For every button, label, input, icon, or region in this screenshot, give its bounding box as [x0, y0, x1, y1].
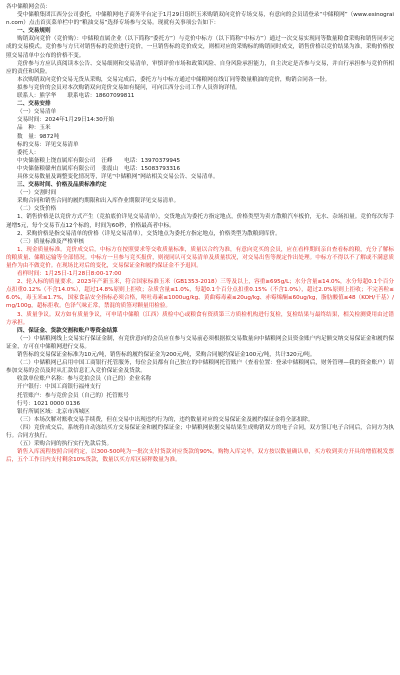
- section-4-title: 四、保证金、货款交割和账户等资金结算: [17, 327, 118, 334]
- client-tel: 电话：13970379945: [124, 157, 181, 164]
- greeting: 各中储粮网会员：: [6, 4, 51, 10]
- quality-requirements: 2、轮入标的质量要求。2023年产新玉米，符合国家标准玉米（GB1353-2018）三等及以上，容重≥695g/L；水分含量≤14.0%，水分每超0.1个百分点扣重0.12%（不含14.0%），超过14.8%原则上拒收；杂质含量≤1.0%，每超0.1个百分点扣重0.15%（不含1.0%），超过2.0%原则上拒收；不完善粒≤6.0%，毒玉米≤1.7%，国家食品安全指标必须合格，呕吐毒素≤1000ug/kg、黄曲霉毒素≤20ug/kg、赤霉烯酮≤60ug/kg，脂肪酸值≤48（KOH/干基）/mg/100g，超标拒收。色泽气味正常，禁混的质签对颗量用检验。: [6, 279, 394, 310]
- s3-paragraph-3: 2、采购价格是指交易清单的价格（详见交易清单），交货地点为委托方指定地点，价格类型为散粮到库价。: [17, 230, 281, 237]
- s2-paragraph-2: 具体交易数量及调整变化情况等，详见“中储粮网”网站相关交易公告、交易清单。: [17, 173, 219, 180]
- viewing-time: 看样时间：1月25日-1月28日8:00-17:00: [17, 271, 122, 278]
- trade-time: 交易时间：2024年1月29日14:30开始: [17, 117, 114, 124]
- s4-paragraph-7: 销售入库流程按照合同约定，以300-500吨为一批次支付货款对应货款的90%，购物入库完毕，双方按以数量确认单，买方收到卖方开具的增值税发票后，五个工作日内支付剩余10%货款，数量以买方库区磅秤数量为准。: [6, 449, 394, 464]
- s3-heading-3: （三）质量标准及严格审核: [17, 238, 85, 245]
- s3-paragraph-4: 1、现金质量标准。竞价成交后，中标方在按照要求等交收质量标准，质量以合约为准，有意向竞买的会员，应在看样期间亲自查看标的粮，充分了解标的粮质量、储粮运输等全部情况。中标方一旦参与竞买报价，则视同认可交易清单及质量状况，对交易出售等规定作出处理。中标方不得以不了解或不满意质量作为由不做竞价。在现场比对后的变化，交易保证金和履约保证金不予退回。: [6, 246, 394, 269]
- s4-paragraph-3: （二）中储粮网已启用中国工商银行托管服务，每位会员都有自己独立的中储粮网托管账户（查看位置：登录中储粮网后，财务管理—我的资金账户）请参加交易的会员及时从汇款信息汇入竞价保证金及货款。: [6, 360, 394, 375]
- trade-list: 标的交易：详见交易清单: [17, 141, 79, 148]
- s3-paragraph-1: 采购合同和销售合同的履约期限和出入库作业期限详见交易清单。: [17, 198, 180, 205]
- client-table: [17, 157, 186, 173]
- s4-paragraph-4: 收款单位账户名称：参与竞拍会员（自己的）企业名称: [17, 376, 152, 383]
- custody-account: 托管账户：参与竞价会员（自己的）托管账号: [17, 392, 129, 399]
- s1-paragraph-1: 购销双向竞价（竞价购）：中储粮直属企业（以下简称“委托方”）与竞价中标方（以下简称“中标方”）通过一次交易实现同等数量粮食采购和销售同步完成的交易模式。竞价参与方只对销售标的竞价进行竞价，一旦销售标的竞价成交，则相对应的采购标的购销同时成交，销售价格以竞价结果为准，采购价格按照交易清单中公布的价格不变。: [6, 36, 394, 59]
- s4-paragraph-1: （一）中储粮网线上交易实行保证金制，有竞价意向的会员应在参与交易前必须根据拟交易数量向中储粮网会员资金账户内足额交纳交易保证金和履约保证金，方可在中储粮网进行交易。: [6, 335, 394, 350]
- bank-name: 开户银行：中国工商银行福州支行: [17, 384, 101, 391]
- bank-number: 行号：1021 0000 0136: [17, 400, 81, 407]
- table-row: [17, 157, 186, 165]
- s3-heading-2: （二）交货价格: [17, 206, 57, 213]
- client-tel: 电话：15083793316: [124, 165, 181, 172]
- section-1-title: 一、交易规则: [17, 28, 51, 35]
- s4-paragraph-2: 销售标的交易保证金标准为10元/吨，销售标的履约保证金为200元/吨，采购合同履约保证金100元/吨，共计320元/吨。: [17, 352, 316, 359]
- client-person: 张震山: [101, 165, 119, 172]
- bank-region: 银行所属区域：北京市西城区: [17, 408, 90, 415]
- client-company: 中央储备粮赣州直属库有限公司: [17, 165, 96, 172]
- section-2-title: 二、交易安排: [17, 101, 51, 108]
- s4-heading-5: （五）采购合同的执行实行先款后货。: [17, 441, 113, 448]
- quality-dispute: 3、质量争议。双方如有质量争议，可申请中储粮（江西）质检中心或粮食有资质第三方质检机构进行复检，复检结果与最终结果，相关检测费用由过错方承担。: [6, 311, 394, 326]
- trade-quantity: 数 量：9872吨: [17, 133, 60, 140]
- s3-heading-1: （一）交割时间: [17, 190, 57, 197]
- s4-paragraph-6: （四）竞价成交后，系统将自动冻结买方交易保证金和履约保证金；中储粮网依据交易结果生成购销双方的电子合同，双方签订电子合同后，合同方为执行。合同方执行。: [6, 424, 394, 439]
- section-3-title: 三、交易时间、价格及品质标准约定: [17, 182, 107, 189]
- s4-paragraph-5: （三）本场次解对账收交易手续费，但在交易中出现违约行为的，违约数量对应的交易保证金及履约保证金将全部扣除。: [17, 416, 314, 423]
- s1-paragraph-3: 本次购销双向竞价交易无货从采购，交易完成后，委托方与中标方通过中储粮网在线订同等数量粮油的竞价，购销合同各一份。: [17, 76, 331, 83]
- table-row: [17, 165, 186, 173]
- s1-contact: 联系人：熊学华 联系电话：18607099811: [17, 93, 135, 100]
- s1-paragraph-2: 竞价参与方应认真阅读本公告、交易细则和交易清单，审慎评价市场和政策风险、自身风险承担能力，自主决定是否参与交易，并自行承担参与竞价所相应的责任和风险。: [6, 60, 394, 75]
- client-label: 委托人：: [17, 149, 40, 156]
- client-company: 中央储备粮上饶直属库有限公司: [17, 157, 96, 164]
- s3-paragraph-2: 1、销售价格是以竞价方式产生（竞拍底价详见交易清单），交货地点为委托方指定地点，价格类型为卖方散粮汽车板价，无水、杂场扣量。竞价每次每手递增5元，每个交易节点12个标的，时间为60秒，价格最高者中标。: [6, 214, 394, 229]
- intro-paragraph: 受中储粮集团江西分公司委托，中储粮网电子商务平台定于1月29日组织玉米购销双向竞价专场交易，有意向的会员请登录“中储粮网”（www.esinograin.com）点击首页菜单栏中的“粮油交易”选择专场参与交易。现就有关事项公告如下：: [6, 12, 394, 27]
- s1-paragraph-4: 拟参与竞价的会员对本次购销双向竞价交易如有疑问，可向江西分公司工作人员咨询详情。: [17, 84, 241, 91]
- s2-subtitle-1: （一）交易清单: [17, 109, 57, 116]
- trade-variety: 品 种：玉米: [17, 125, 51, 132]
- client-person: 汪峰: [101, 157, 113, 164]
